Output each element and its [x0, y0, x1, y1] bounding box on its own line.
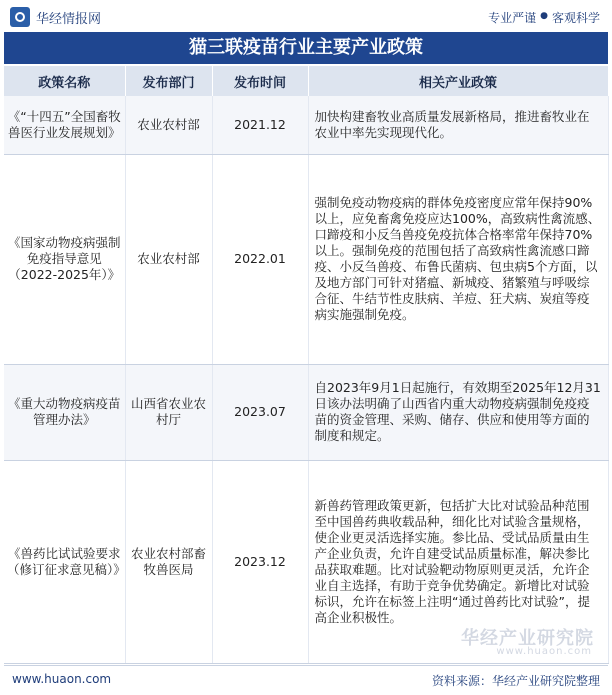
policy-dept: 农业农村部 [125, 154, 212, 364]
table-row [4, 154, 608, 364]
footer-url-link[interactable]: www.huaon.com [12, 672, 112, 686]
policy-name: 《“十四五”全国畜牧兽医行业发展规划》 [4, 96, 125, 154]
policy-date: 2023.07 [212, 364, 308, 460]
huajing-logo-icon [10, 7, 30, 27]
policy-content: 新兽药管理政策更新，包括扩大比对试验品种范围至中国兽药典收载品种，细化比对试验含量规格，使企业更灵活选择实施。参比品、受试品质量由生产企业负责，允许自建受试品质量标准，解决参比品获取难题。比对试验靶动物原则更灵活，允许企业自主选择，有助于竞争优势确定。新增比对试验标识，允许在标签上注明“通过兽药比对试验”，提高企业积极性。 [308, 460, 608, 663]
column-header-dept: 发布部门 [125, 66, 212, 96]
policy-date: 2021.12 [212, 96, 308, 154]
policy-content: 加快构建畜牧业高质量发展新格局，推进畜牧业在农业中率先实现现代化。 [308, 96, 608, 154]
policy-content: 自2023年9月1日起施行，有效期至2025年12月31日该办法明确了山西省内重大动物疫病强制免疫疫苗的资金管理、采购、储存、供应和使用等方面的制度和规定。 [308, 364, 608, 460]
slogan-separator: ● [540, 11, 548, 21]
watermark-url: www.huaon.com [496, 646, 592, 657]
column-header-policy: 相关产业政策 [308, 66, 608, 96]
column-header-name: 政策名称 [4, 66, 125, 96]
policy-content: 强制免疫动物疫病的群体免疫密度应常年保持90%以上，应免畜禽免疫应达100%，高致病性禽流感、口蹄疫和小反刍兽疫免疫抗体合格率常年保持70%以上。强制免疫的范围包括了高致病性禽流感口蹄疫、小反刍兽疫、布鲁氏菌病、包虫病5个方面，以及地方部门可针对猪瘟、新城疫、猪繁殖与呼吸综合征、牛结节性皮肤病、羊痘、狂犬病、炭疽等疫病实施强制免疫。 [308, 154, 608, 364]
brand-name: 华经情报网 [36, 11, 102, 27]
table-header-row [4, 66, 608, 96]
policy-table [4, 66, 609, 664]
policy-name: 《国家动物疫病强制免疫指导意见（2022-2025年）》 [4, 154, 125, 364]
brand [10, 7, 101, 27]
page-title: 猫三联疫苗行业主要产业政策 [4, 32, 608, 64]
table-row [4, 364, 608, 460]
policy-date: 2022.01 [212, 154, 308, 364]
policy-date: 2023.12 [212, 460, 308, 663]
policy-name: 《重大动物疫病疫苗管理办法》 [4, 364, 125, 460]
slogan-right: 客观科学 [551, 11, 600, 25]
footer [4, 665, 608, 692]
slogan [488, 9, 600, 26]
table-row [4, 96, 608, 154]
source-note: 资料来源：华经产业研究院整理 [431, 674, 600, 688]
policy-dept: 农业农村部畜牧兽医局 [125, 460, 212, 663]
policy-name: 《兽药比试试验要求（修订征求意见稿）》 [4, 460, 125, 663]
watermark: 华经产业研究院 [461, 628, 594, 649]
policy-dept: 山西省农业农村厅 [125, 364, 212, 460]
top-bar [0, 0, 612, 32]
slogan-left: 专业严谨 [488, 11, 537, 25]
policy-dept: 农业农村部 [125, 96, 212, 154]
column-header-date: 发布时间 [212, 66, 308, 96]
